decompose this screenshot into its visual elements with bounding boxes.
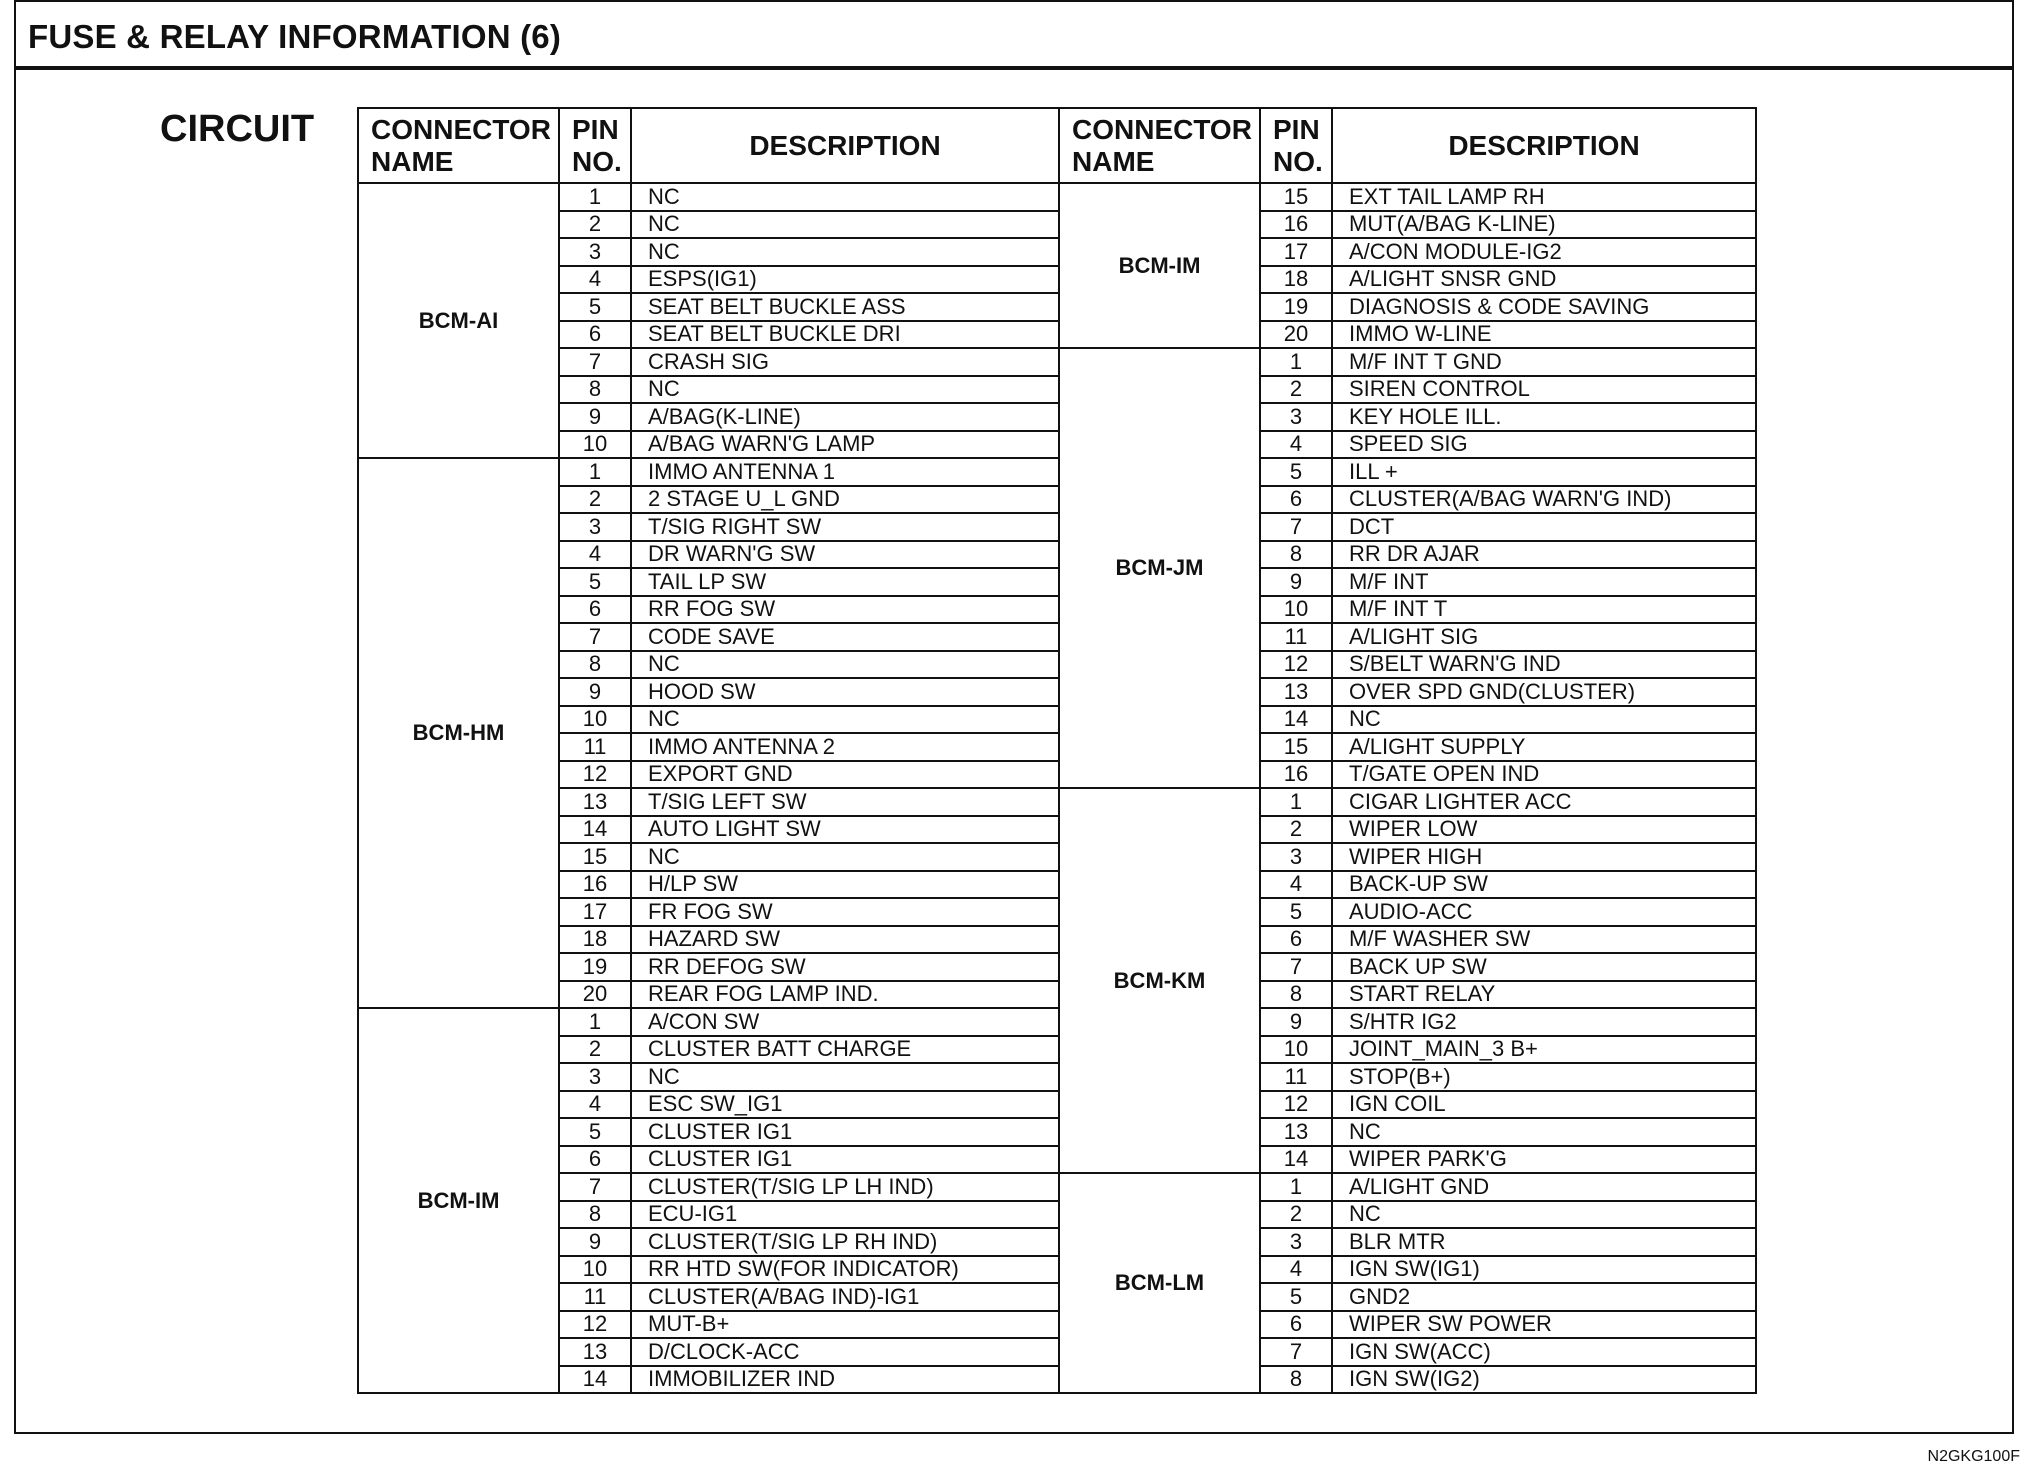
right-pin-table (1058, 107, 1757, 1394)
pin-description-cell: WIPER HIGH (1332, 843, 1756, 871)
pin-description-cell: KEY HOLE ILL. (1332, 403, 1756, 431)
pin-description-cell: IMMO ANTENNA 1 (631, 458, 1059, 486)
pin-description-cell: IMMO W-LINE (1332, 321, 1756, 349)
pin-number-cell: 5 (559, 293, 631, 321)
pin-number-cell: 3 (1260, 1228, 1332, 1256)
pin-no-header: PIN NO. (1260, 108, 1332, 183)
connector-name-cell: BCM-LM (1059, 1173, 1260, 1393)
connector-name-cell: BCM-KM (1059, 788, 1260, 1173)
pin-number-cell: 7 (1260, 1338, 1332, 1366)
pin-description-cell: A/CON SW (631, 1008, 1059, 1036)
pin-number-cell: 7 (1260, 953, 1332, 981)
pin-number-cell: 1 (1260, 1173, 1332, 1201)
pin-number-cell: 4 (1260, 431, 1332, 459)
pin-description-cell: T/SIG RIGHT SW (631, 513, 1059, 541)
pin-number-cell: 5 (1260, 458, 1332, 486)
header-row (358, 108, 1059, 183)
pin-number-cell: 18 (559, 926, 631, 954)
pin-number-cell: 8 (559, 1201, 631, 1229)
pin-description-cell: A/BAG(K-LINE) (631, 403, 1059, 431)
pin-description-cell: FR FOG SW (631, 898, 1059, 926)
pin-number-cell: 8 (559, 651, 631, 679)
pin-description-cell: 2 STAGE U_L GND (631, 486, 1059, 514)
pin-number-cell: 9 (1260, 568, 1332, 596)
pin-description-cell: WIPER SW POWER (1332, 1311, 1756, 1339)
pin-description-cell: AUDIO-ACC (1332, 898, 1756, 926)
pin-description-cell: STOP(B+) (1332, 1063, 1756, 1091)
pin-description-cell: WIPER PARK'G (1332, 1146, 1756, 1174)
pin-description-cell: HAZARD SW (631, 926, 1059, 954)
pin-number-cell: 4 (559, 266, 631, 294)
pin-number-cell: 8 (1260, 981, 1332, 1009)
pin-number-cell: 5 (559, 568, 631, 596)
pin-description-cell: OVER SPD GND(CLUSTER) (1332, 678, 1756, 706)
pin-number-cell: 5 (559, 1118, 631, 1146)
connector-name-cell: BCM-IM (1059, 183, 1260, 348)
pin-number-cell: 5 (1260, 1283, 1332, 1311)
pin-description-cell: SEAT BELT BUCKLE ASS (631, 293, 1059, 321)
pin-number-cell: 3 (1260, 403, 1332, 431)
pin-description-cell: A/LIGHT SIG (1332, 623, 1756, 651)
pin-number-cell: 15 (1260, 733, 1332, 761)
pin-description-cell: ECU-IG1 (631, 1201, 1059, 1229)
pin-description-cell: RR DEFOG SW (631, 953, 1059, 981)
pin-number-cell: 6 (559, 596, 631, 624)
pin-number-cell: 12 (1260, 651, 1332, 679)
pin-number-cell: 6 (1260, 926, 1332, 954)
pin-description-cell: CLUSTER(T/SIG LP LH IND) (631, 1173, 1059, 1201)
pin-number-cell: 2 (559, 1036, 631, 1064)
pin-description-cell: RR HTD SW(FOR INDICATOR) (631, 1256, 1059, 1284)
table-row (1059, 1173, 1756, 1201)
pin-number-cell: 13 (559, 788, 631, 816)
table-row (1059, 788, 1756, 816)
pin-number-cell: 16 (559, 871, 631, 899)
pin-number-cell: 4 (559, 541, 631, 569)
left-pin-table (357, 107, 1060, 1394)
pin-number-cell: 4 (1260, 1256, 1332, 1284)
pin-number-cell: 14 (1260, 706, 1332, 734)
document-code: N2GKG100F (1927, 1448, 2020, 1465)
pin-number-cell: 19 (1260, 293, 1332, 321)
pin-number-cell: 11 (559, 733, 631, 761)
pin-number-cell: 6 (559, 1146, 631, 1174)
table-row (358, 183, 1059, 211)
pin-description-cell: CLUSTER IG1 (631, 1146, 1059, 1174)
pin-number-cell: 3 (559, 513, 631, 541)
pin-number-cell: 1 (559, 183, 631, 211)
pin-number-cell: 2 (1260, 1201, 1332, 1229)
pin-description-cell: ESPS(IG1) (631, 266, 1059, 294)
pin-description-cell: SPEED SIG (1332, 431, 1756, 459)
pin-number-cell: 12 (559, 761, 631, 789)
pin-description-cell: RR DR AJAR (1332, 541, 1756, 569)
connector-name-cell: BCM-IM (358, 1008, 559, 1393)
pin-number-cell: 14 (1260, 1146, 1332, 1174)
pin-description-cell: BACK-UP SW (1332, 871, 1756, 899)
pin-number-cell: 12 (1260, 1091, 1332, 1119)
pin-description-cell: CIGAR LIGHTER ACC (1332, 788, 1756, 816)
pin-description-cell: WIPER LOW (1332, 816, 1756, 844)
pin-number-cell: 5 (1260, 898, 1332, 926)
pin-number-cell: 1 (559, 458, 631, 486)
pin-number-cell: 9 (1260, 1008, 1332, 1036)
pin-description-cell: REAR FOG LAMP IND. (631, 981, 1059, 1009)
pin-description-cell: H/LP SW (631, 871, 1059, 899)
pin-number-cell: 4 (559, 1091, 631, 1119)
pin-number-cell: 9 (559, 678, 631, 706)
pin-description-cell: IGN SW(IG2) (1332, 1366, 1756, 1394)
pin-number-cell: 16 (1260, 211, 1332, 239)
left-table-body (358, 183, 1059, 1393)
pin-description-cell: M/F INT (1332, 568, 1756, 596)
table-row (1059, 348, 1756, 376)
connector-name-cell: BCM-JM (1059, 348, 1260, 788)
connector-name-header: CONNECTOR NAME (1059, 108, 1260, 183)
pin-description-cell: IMMOBILIZER IND (631, 1366, 1059, 1394)
pin-number-cell: 19 (559, 953, 631, 981)
pin-number-cell: 1 (559, 1008, 631, 1036)
right-table-body (1059, 183, 1756, 1393)
pin-number-cell: 7 (559, 348, 631, 376)
pin-description-cell: A/LIGHT SUPPLY (1332, 733, 1756, 761)
pin-number-cell: 17 (1260, 238, 1332, 266)
pin-description-cell: ILL + (1332, 458, 1756, 486)
pin-description-cell: S/BELT WARN'G IND (1332, 651, 1756, 679)
pin-number-cell: 9 (559, 403, 631, 431)
pin-description-cell: CLUSTER BATT CHARGE (631, 1036, 1059, 1064)
pin-number-cell: 10 (559, 706, 631, 734)
pin-description-cell: IGN SW(ACC) (1332, 1338, 1756, 1366)
pin-number-cell: 14 (559, 1366, 631, 1394)
pin-number-cell: 11 (559, 1283, 631, 1311)
page-title: FUSE & RELAY INFORMATION (6) (28, 18, 562, 55)
pin-number-cell: 13 (1260, 1118, 1332, 1146)
pin-number-cell: 2 (559, 486, 631, 514)
pin-number-cell: 11 (1260, 1063, 1332, 1091)
pin-number-cell: 8 (559, 376, 631, 404)
pin-number-cell: 6 (1260, 486, 1332, 514)
pin-number-cell: 11 (1260, 623, 1332, 651)
pin-number-cell: 10 (1260, 1036, 1332, 1064)
pin-number-cell: 20 (1260, 321, 1332, 349)
pin-description-cell: NC (1332, 1201, 1756, 1229)
pin-number-cell: 13 (559, 1338, 631, 1366)
pin-number-cell: 6 (1260, 1311, 1332, 1339)
pin-number-cell: 18 (1260, 266, 1332, 294)
pin-description-cell: IMMO ANTENNA 2 (631, 733, 1059, 761)
pin-number-cell: 10 (559, 431, 631, 459)
pin-description-cell: DR WARN'G SW (631, 541, 1059, 569)
pin-number-cell: 7 (559, 1173, 631, 1201)
pin-description-cell: CRASH SIG (631, 348, 1059, 376)
pin-description-cell: EXT TAIL LAMP RH (1332, 183, 1756, 211)
pin-number-cell: 13 (1260, 678, 1332, 706)
pin-number-cell: 2 (1260, 816, 1332, 844)
connector-name-cell: BCM-AI (358, 183, 559, 458)
pin-number-cell: 8 (1260, 1366, 1332, 1394)
pin-number-cell: 7 (1260, 513, 1332, 541)
pin-description-cell: CLUSTER(T/SIG LP RH IND) (631, 1228, 1059, 1256)
pin-description-cell: HOOD SW (631, 678, 1059, 706)
pin-number-cell: 12 (559, 1311, 631, 1339)
table-row (358, 458, 1059, 486)
pin-number-cell: 9 (559, 1228, 631, 1256)
pin-description-cell: M/F WASHER SW (1332, 926, 1756, 954)
pin-description-cell: TAIL LP SW (631, 568, 1059, 596)
pin-description-cell: NC (631, 651, 1059, 679)
header-row (1059, 108, 1756, 183)
pin-number-cell: 15 (1260, 183, 1332, 211)
pin-description-cell: GND2 (1332, 1283, 1756, 1311)
description-header: DESCRIPTION (631, 108, 1059, 183)
pin-number-cell: 6 (559, 321, 631, 349)
table-row (358, 1008, 1059, 1036)
pin-description-cell: NC (1332, 706, 1756, 734)
description-header: DESCRIPTION (1332, 108, 1756, 183)
pin-number-cell: 8 (1260, 541, 1332, 569)
pin-description-cell: M/F INT T GND (1332, 348, 1756, 376)
pin-description-cell: DCT (1332, 513, 1756, 541)
pin-number-cell: 4 (1260, 871, 1332, 899)
pin-number-cell: 14 (559, 816, 631, 844)
pin-number-cell: 3 (559, 1063, 631, 1091)
pin-description-cell: BACK UP SW (1332, 953, 1756, 981)
pin-description-cell: CLUSTER IG1 (631, 1118, 1059, 1146)
pin-no-header: PIN NO. (559, 108, 631, 183)
pin-description-cell: NC (631, 843, 1059, 871)
pin-description-cell: A/CON MODULE-IG2 (1332, 238, 1756, 266)
pin-description-cell: SEAT BELT BUCKLE DRI (631, 321, 1059, 349)
pin-description-cell: MUT(A/BAG K-LINE) (1332, 211, 1756, 239)
pin-description-cell: S/HTR IG2 (1332, 1008, 1756, 1036)
pin-description-cell: CODE SAVE (631, 623, 1059, 651)
pin-number-cell: 15 (559, 843, 631, 871)
pin-description-cell: IGN COIL (1332, 1091, 1756, 1119)
connector-name-cell: BCM-HM (358, 458, 559, 1008)
pin-description-cell: M/F INT T (1332, 596, 1756, 624)
pin-number-cell: 16 (1260, 761, 1332, 789)
pin-description-cell: BLR MTR (1332, 1228, 1756, 1256)
pin-number-cell: 3 (559, 238, 631, 266)
pin-description-cell: T/GATE OPEN IND (1332, 761, 1756, 789)
pin-number-cell: 1 (1260, 348, 1332, 376)
pin-number-cell: 7 (559, 623, 631, 651)
pin-number-cell: 20 (559, 981, 631, 1009)
pin-number-cell: 10 (559, 1256, 631, 1284)
pin-description-cell: A/LIGHT SNSR GND (1332, 266, 1756, 294)
section-label: CIRCUIT (160, 108, 315, 150)
pin-description-cell: NC (1332, 1118, 1756, 1146)
pin-description-cell: NC (631, 1063, 1059, 1091)
pin-description-cell: NC (631, 706, 1059, 734)
pin-description-cell: DIAGNOSIS & CODE SAVING (1332, 293, 1756, 321)
pin-description-cell: CLUSTER(A/BAG IND)-IG1 (631, 1283, 1059, 1311)
connector-name-header: CONNECTOR NAME (358, 108, 559, 183)
pin-number-cell: 1 (1260, 788, 1332, 816)
pin-description-cell: D/CLOCK-ACC (631, 1338, 1059, 1366)
pin-number-cell: 10 (1260, 596, 1332, 624)
pin-description-cell: SIREN CONTROL (1332, 376, 1756, 404)
pin-description-cell: NC (631, 238, 1059, 266)
pin-description-cell: IGN SW(IG1) (1332, 1256, 1756, 1284)
pin-description-cell: A/LIGHT GND (1332, 1173, 1756, 1201)
pin-description-cell: ESC SW_IG1 (631, 1091, 1059, 1119)
pin-number-cell: 2 (1260, 376, 1332, 404)
pin-description-cell: AUTO LIGHT SW (631, 816, 1059, 844)
pin-number-cell: 2 (559, 211, 631, 239)
pin-number-cell: 17 (559, 898, 631, 926)
pin-description-cell: T/SIG LEFT SW (631, 788, 1059, 816)
pin-description-cell: EXPORT GND (631, 761, 1059, 789)
table-row (1059, 183, 1756, 211)
pin-description-cell: RR FOG SW (631, 596, 1059, 624)
pin-description-cell: CLUSTER(A/BAG WARN'G IND) (1332, 486, 1756, 514)
pin-number-cell: 3 (1260, 843, 1332, 871)
pin-description-cell: NC (631, 183, 1059, 211)
pin-description-cell: A/BAG WARN'G LAMP (631, 431, 1059, 459)
pin-description-cell: NC (631, 211, 1059, 239)
pin-description-cell: NC (631, 376, 1059, 404)
pin-description-cell: MUT-B+ (631, 1311, 1059, 1339)
pin-description-cell: START RELAY (1332, 981, 1756, 1009)
pin-description-cell: JOINT_MAIN_3 B+ (1332, 1036, 1756, 1064)
